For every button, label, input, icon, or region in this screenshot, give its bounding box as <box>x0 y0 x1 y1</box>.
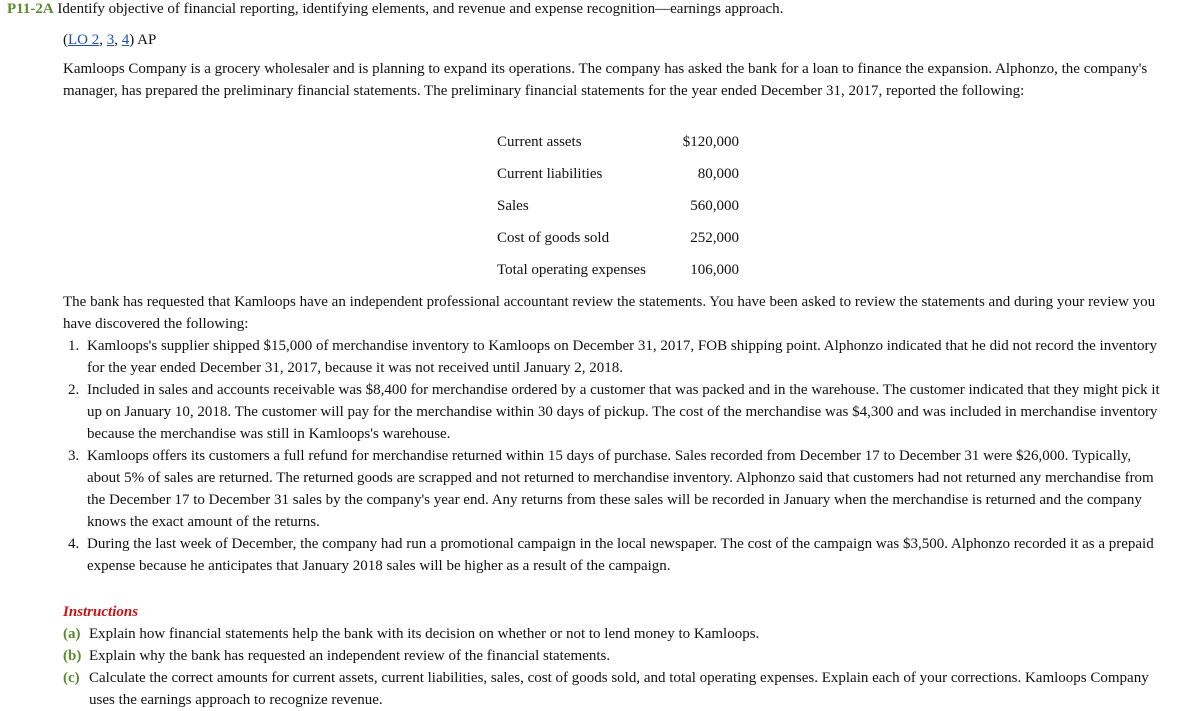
instruction-text: Explain why the bank has requested an independent review of the financial statements. <box>89 648 611 664</box>
item-number: 1. <box>68 338 80 354</box>
instruction-text: Explain how financial statements help the bank with its decision on whether or not to lend money to Kamloops. <box>89 626 760 642</box>
lo-prefix: ( <box>63 32 68 48</box>
problem-header <box>7 0 1177 20</box>
problem-title: Identify objective of financial reporting, identifying elements, and revenue and expense recognition—earnings approach. <box>57 1 784 17</box>
findings-list <box>63 335 1161 577</box>
lo-link-4[interactable]: 4 <box>121 32 130 48</box>
lo-separator: , <box>99 32 107 48</box>
lo-separator: , <box>114 32 122 48</box>
instruction-text: Calculate the correct amounts for current assets, current liabilities, sales, cost of goods sold, and total operating expenses. Explain each of your corrections. Kamloops Company uses the earnings approach to recognize revenue. <box>89 670 1149 708</box>
list-item <box>63 379 1161 445</box>
row-label: Current liabilities <box>497 166 603 182</box>
table-row <box>490 158 739 190</box>
intro-paragraph: Kamloops Company is a grocery wholesaler and is planning to expand its operations. The company has asked the bank for a loan to finance the expansion. Alphonzo, the company's manager, has prepared the preliminary financial statements. The preliminary financial statements for the year ended December 31, 2017, reported the following: <box>63 61 1148 99</box>
list-item <box>63 533 1161 577</box>
instructions-heading: Instructions <box>63 604 139 620</box>
instruction-item <box>63 667 1161 711</box>
item-number: 2. <box>68 382 80 398</box>
row-amount: 80,000 <box>697 166 739 182</box>
item-text: Kamloops's supplier shipped $15,000 of merchandise inventory to Kamloops on December 31, 2017, FOB shipping point. Alphonzo indicated that he did not record the inventory for the year ended December 31, 2017, because it was not received until January 2, 2018. <box>87 338 1158 376</box>
item-number: 3. <box>68 448 80 464</box>
table-row <box>490 254 739 286</box>
row-amount: $120,000 <box>682 134 739 150</box>
row-amount: 252,000 <box>690 230 739 246</box>
row-label: Total operating expenses <box>497 262 646 278</box>
review-intro-paragraph: The bank has requested that Kamloops have an independent professional accountant review the statements. You have been asked to review the statements and during your review you have discovered the following: <box>63 294 1156 332</box>
instructions-list <box>63 623 1161 711</box>
table-row <box>490 126 739 158</box>
item-text: Included in sales and accounts receivable was $8,400 for merchandise ordered by a customer that was packed and in the warehouse. The customer indicated that they might pick it up on January 10, 2018. The customer will pay for the merchandise within 30 days of pickup. The cost of the merchandise was $4,300 and was included in merchandise inventory because the merchandise was still in Kamloops's warehouse. <box>87 382 1160 442</box>
lo-suffix: ) AP <box>129 32 157 48</box>
item-text: Kamloops offers its customers a full refund for merchandise returned within 15 days of purchase. Sales recorded from December 17 to December 31 were $26,000. Typically, about 5% of sales are returned. The returned goods are scrapped and not returned to merchandise inventory. Alphonzo said that customers had not returned any merchandise from the December 17 to December 31 sales by the company's year end. Any returns from these sales will be recorded in January when the merchandise is returned and the company knows the exact amount of the returns. <box>87 448 1154 530</box>
row-label: Current assets <box>497 134 582 150</box>
lo-link-3[interactable]: 3 <box>106 32 115 48</box>
row-label: Sales <box>497 198 529 214</box>
instruction-tag: (c) <box>63 670 80 686</box>
item-text: During the last week of December, the company had run a promotional campaign in the local newspaper. The cost of the campaign was $3,500. Alphonzo recorded it as a prepaid expense because he anticipates that January 2018 sales will be higher as a result of the campaign. <box>87 536 1154 574</box>
row-amount: 106,000 <box>690 262 739 278</box>
list-item <box>63 445 1161 533</box>
list-item <box>63 335 1161 379</box>
table-row <box>490 190 739 222</box>
row-label: Cost of goods sold <box>497 230 610 246</box>
row-amount: 560,000 <box>690 198 739 214</box>
financials-table <box>490 126 739 286</box>
problem-id: P11-2A <box>7 1 54 17</box>
instruction-tag: (b) <box>63 648 82 664</box>
learning-objectives <box>63 29 156 51</box>
instruction-item <box>63 645 1161 667</box>
instruction-tag: (a) <box>63 626 81 642</box>
lo-link-2[interactable]: LO 2 <box>68 32 100 48</box>
item-number: 4. <box>68 536 80 552</box>
table-row <box>490 222 739 254</box>
instruction-item <box>63 623 1161 645</box>
